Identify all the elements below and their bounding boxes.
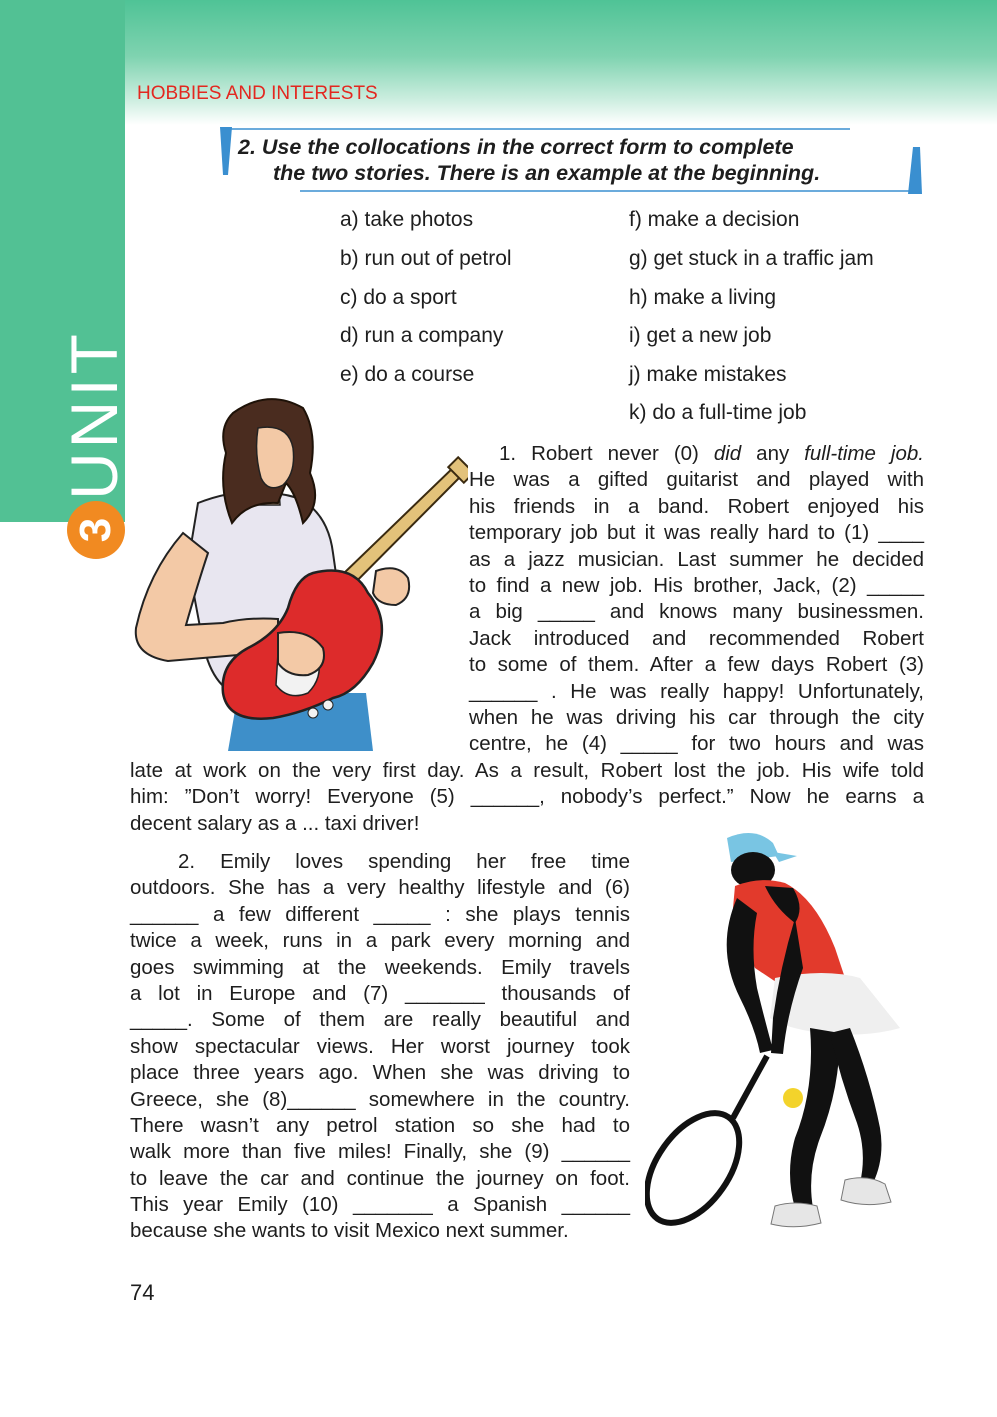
collocation-g: g) get stuck in a traffic jam (629, 247, 874, 270)
story-1-line: to some of them. After a few days Robert (3) (469, 653, 924, 677)
story-1-line: him: ”Don’t worry! Everyone (5) ______, nobody’s perfect.” Now he earns a (130, 785, 924, 809)
story-1-line: when he was driving his car through the city (469, 705, 924, 729)
story-2-line: twice a week, runs in a park every morning and (130, 929, 630, 953)
unit-number: 3 (71, 517, 120, 543)
story-1-line: He was a gifted guitarist and played with (469, 468, 924, 492)
story-1-line: a big _____ and knows many businessmen. (469, 600, 924, 624)
story-1-line: ______ . He was really happy! Unfortunately, (469, 679, 924, 703)
story-2-line: place three years ago. When she was driving to (130, 1061, 630, 1085)
story-1-line: late at work on the very first day. As a result, Robert lost the job. His wife told (130, 759, 924, 782)
guitarist-illustration (128, 393, 468, 751)
collocation-i: i) get a new job (629, 324, 772, 347)
story-2-line: There wasn’t any petrol station so she had to (130, 1113, 630, 1137)
story-1-line: Jack introduced and recommended Robert (469, 626, 924, 650)
story-2-line: goes swimming at the weekends. Emily travels (130, 955, 630, 979)
collocation-h: h) make a living (629, 286, 777, 309)
instruction-line-2: the two stories. There is an example at the beginning. (273, 161, 821, 185)
story-2-line: Greece, she (8)______ somewhere in the country. (130, 1087, 630, 1111)
story-2-line: to leave the car and continue the journey on foot. (130, 1166, 630, 1190)
page-number: 74 (130, 1280, 155, 1305)
exercise-instruction (220, 127, 922, 194)
unit-label: UNIT (57, 330, 131, 500)
story-2-line: a lot in Europe and (7) _______ thousands of (130, 981, 630, 1005)
header-band (0, 0, 997, 125)
collocation-j: j) make mistakes (629, 363, 787, 386)
story-1-text (469, 441, 924, 758)
collocation-a: a) take photos (340, 208, 474, 231)
section-title: HOBBIES AND INTERESTS (137, 83, 378, 104)
story-2-line: outdoors. She has a very healthy lifestyle and (6) (130, 876, 630, 900)
story-1-line: as a jazz musician. Last summer he decided (469, 547, 924, 571)
story-1-line: 1. Robert never (0) did any full-time job. (499, 442, 924, 465)
collocation-e: e) do a course (340, 363, 475, 386)
story-1-continuation (130, 758, 924, 837)
tennis-player-illustration (645, 828, 905, 1248)
story-1-line: to find a new job. His brother, Jack, (2) _____ (469, 573, 924, 597)
instruction-line-1: 2. Use the collocations in the correct form to complete (238, 135, 794, 159)
story-2-line: walk more than five miles! Finally, she (9) ______ (130, 1140, 630, 1164)
unit-number-badge (67, 501, 125, 559)
story-1-line: temporary job but it was really hard to (1) ____ (469, 521, 924, 545)
collocation-d: d) run a company (340, 324, 504, 347)
collocation-k: k) do a full-time job (629, 401, 807, 424)
story-2-line: because she wants to visit Mexico next summer. (130, 1219, 569, 1243)
story-2-line: 2. Emily loves spending her free time (178, 850, 630, 873)
collocation-b: b) run out of petrol (340, 247, 512, 270)
collocation-f: f) make a decision (629, 208, 800, 231)
story-2-line: This year Emily (10) _______ a Spanish ______ (130, 1193, 630, 1217)
collocation-c: c) do a sport (340, 286, 457, 309)
story-1-line: centre, he (4) _____ for two hours and was (469, 732, 924, 756)
story-2-line: _____. Some of them are really beautiful and (130, 1008, 630, 1032)
story-2-text (130, 849, 630, 1245)
story-2-line: ______ a few different _____ : she plays tennis (130, 902, 630, 926)
story-2-line: show spectacular views. Her worst journey took (130, 1034, 630, 1058)
unit-side-band (0, 0, 131, 522)
story-1-line: decent salary as a ... taxi driver! (130, 811, 420, 835)
story-1-line: his friends in a band. Robert enjoyed his (469, 494, 924, 518)
